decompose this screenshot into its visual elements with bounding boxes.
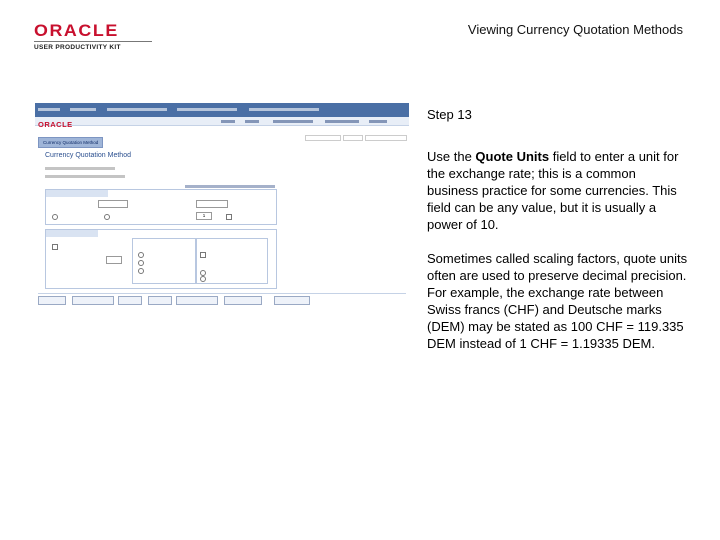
screenshot-quote-units-input (196, 212, 212, 220)
quote-units-field-name: Quote Units (475, 149, 550, 164)
instruction-paragraph-1 (427, 148, 689, 233)
screenshot-nav-bar (35, 103, 409, 117)
page-title: Viewing Currency Quotation Methods (467, 22, 683, 37)
screenshot-tab-currency-quotation-method: Currency Quotation Method (38, 137, 103, 148)
oracle-upk-logo (34, 22, 126, 51)
oracle-logo-text: ORACLE (34, 21, 119, 40)
logo-divider (34, 41, 152, 42)
screenshot-quote-units-value: 1 (202, 213, 206, 218)
screenshot-menu-strip (35, 117, 409, 126)
instruction-p1-before: Use the (427, 149, 476, 164)
screenshot-top-links (303, 135, 407, 142)
step-label: Step 13 (427, 107, 472, 122)
screenshot-oracle-logo: ORACLE (38, 120, 73, 129)
instruction-p1-after: field to enter a unit for the exchange rate; this is a common business practice for some currencies. This field can be any value, but it is usually a power of 10. (427, 149, 679, 232)
screenshot-button-bar (38, 293, 406, 304)
screenshot-quote-method-box (45, 189, 277, 225)
instruction-paragraph-2: Sometimes called scaling factors, quote units often are used to preserve decimal precision. For example, the exchange rate between Swiss francs (CHF) and Deutsche marks (DEM) may be stated as 100 CHF = 119.335 DEM instead of 1 CHF = 1.19335 DEM. (427, 251, 688, 351)
logo-subtitle: USER PRODUCTIVITY KIT (34, 44, 121, 51)
application-screenshot (35, 103, 409, 309)
screenshot-triangulation-box (45, 229, 277, 289)
screenshot-component-title: Currency Quotation Method (45, 152, 131, 159)
